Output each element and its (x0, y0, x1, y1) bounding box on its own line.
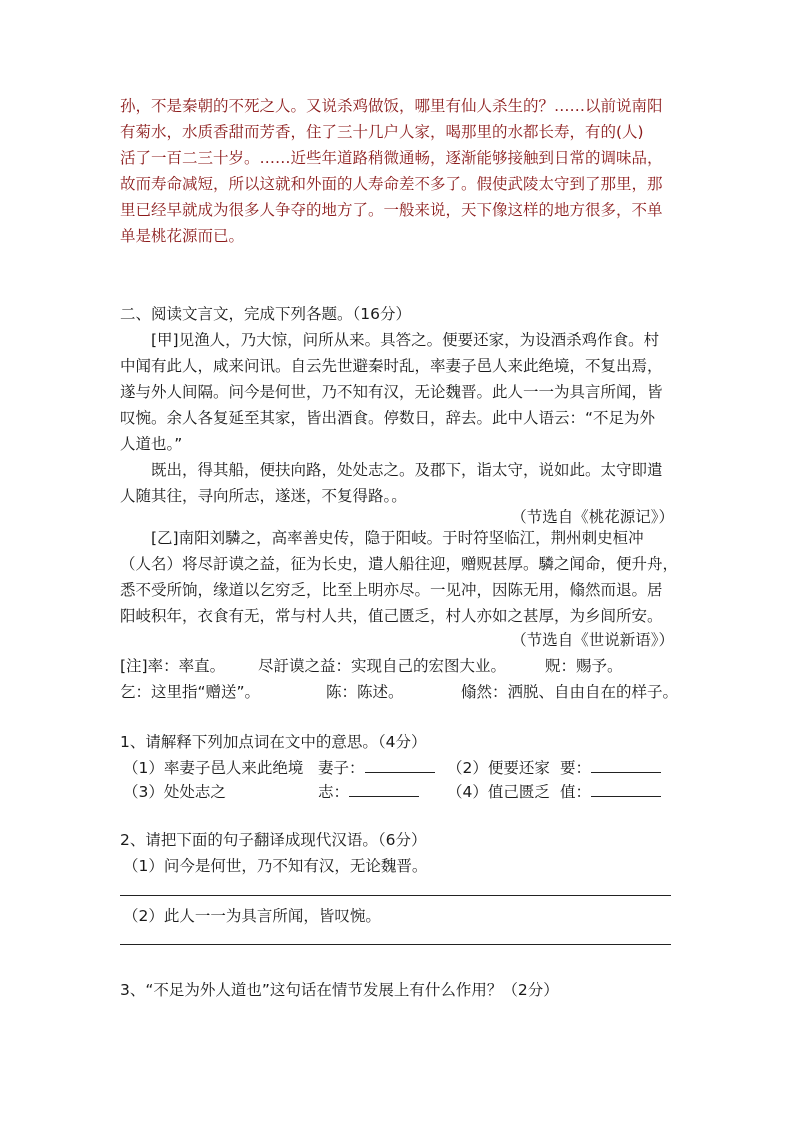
q1-sentence: （4）值己匮乏 (447, 783, 550, 801)
intro-line: 故而寿命减短，所以这就和外面的人寿命差不多了。假使武陵太守到了那里，那 (120, 175, 663, 193)
q1-word: 值： (560, 783, 592, 801)
passage-b-line: 阳岐积年，衣食有无，常与村人共，值己匮乏，村人亦如之甚厚，为乡闾所安。 (120, 607, 663, 625)
answer-blank[interactable] (349, 782, 419, 797)
passage-a-line: 人随其往，寻向所志，遂迷，不复得路。。 (120, 487, 407, 505)
q1-item-2 (447, 756, 550, 780)
intro-line: 活了一百二三十岁。……近些年道路稍微通畅，逐渐能够接触到日常的调味品， (120, 149, 663, 167)
question-2-title: 2、请把下面的句子翻译成现代汉语。（6分） (120, 831, 427, 849)
note-item: [注]率：率直。 (120, 657, 226, 675)
passage-a-line: 既出，得其船，便扶向路，处处志之。及郡下，诣太守，说如此。太守即遣 (151, 461, 663, 479)
passage-a-line: 遂与外人间隔。问今是何世，乃不知有汉，无论魏晋。此人一一为具言所闻，皆 (120, 383, 663, 401)
passage-b-line: [乙]南阳刘驎之，高率善史传，隐于阳岐。于时符坚临江，荆州刺史桓冲 (151, 529, 644, 547)
q1-item-1 (123, 756, 303, 780)
source-b: （节选自《世说新语》） (511, 631, 674, 649)
note-item: 乞：这里指“赠送”。 (120, 683, 261, 701)
source-a: （节选自《桃花源记》） (511, 508, 674, 526)
answer-line[interactable] (120, 944, 671, 945)
intro-line: 单是桃花源而已。 (120, 227, 245, 245)
q1-sentence: （2）便要还家 (447, 759, 550, 777)
passage-a-line: 人道也。” (120, 435, 183, 453)
note-item: 贶：赐予。 (545, 657, 623, 675)
passage-a-line: 叹惋。余人各复延至其家，皆出酒食。停数日，辞去。此中人语云：“不足为外 (120, 409, 656, 427)
passage-a-line: 中闻有此人，咸来问讯。自云先世避秦时乱，率妻子邑人来此绝境，不复出焉， (120, 357, 663, 375)
q1-answer-1 (318, 756, 435, 780)
q1-answer-3 (318, 780, 419, 804)
q1-answer-4 (560, 780, 661, 804)
q2-item: （1）问今是何世，乃不知有汉，无论魏晋。 (123, 857, 428, 875)
intro-line: 里已经早就成为很多人争夺的地方了。一般来说，天下像这样的地方很多，不单 (120, 201, 663, 219)
passage-b-line: （人名）将尽訏谟之益，征为长史，遣人船往迎，赠贶甚厚。驎之闻命，便升舟， (120, 555, 679, 573)
note-item: 尽訏谟之益：实现自己的宏图大业。 (258, 657, 507, 675)
note-item: 翛然：洒脱、自由自在的样子。 (461, 683, 679, 701)
q1-sentence: （1）率妻子邑人来此绝境 (123, 759, 304, 777)
q1-sentence: （3）处处志之 (123, 783, 226, 801)
passage-b-line: 悉不受所饷，缘道以乞穷乏，比至上明亦尽。一见冲，因陈无用，翛然而退。居 (120, 581, 663, 599)
q1-word: 妻子： (318, 759, 365, 777)
passage-a-line: [甲]见渔人，乃大惊，问所从来。具答之。便要还家，为设酒杀鸡作食。村 (151, 331, 660, 349)
answer-line[interactable] (120, 895, 671, 896)
section-heading: 二、阅读文言文，完成下列各题。（16分） (120, 305, 411, 323)
intro-line: 孙，不是秦朝的不死之人。又说杀鸡做饭，哪里有仙人杀生的？……以前说南阳 (120, 97, 663, 115)
note-item: 陈：陈述。 (326, 683, 404, 701)
q1-item-3 (123, 780, 226, 804)
answer-blank[interactable] (365, 758, 435, 773)
answer-blank[interactable] (591, 758, 661, 773)
answer-blank[interactable] (591, 782, 661, 797)
q1-answer-2 (560, 756, 661, 780)
q1-word: 要： (560, 759, 592, 777)
q1-word: 志： (318, 783, 350, 801)
intro-line: 有菊水，水质香甜而芳香，住了三十几户人家，喝那里的水都长寿，有的(人) (120, 123, 644, 141)
q1-item-4 (447, 780, 550, 804)
question-3-title: 3、“不足为外人道也”这句话在情节发展上有什么作用？（2分） (120, 981, 559, 999)
question-1-title: 1、请解释下列加点词在文中的意思。（4分） (120, 733, 427, 751)
q2-item: （2）此人一一为具言所闻，皆叹惋。 (123, 907, 381, 925)
